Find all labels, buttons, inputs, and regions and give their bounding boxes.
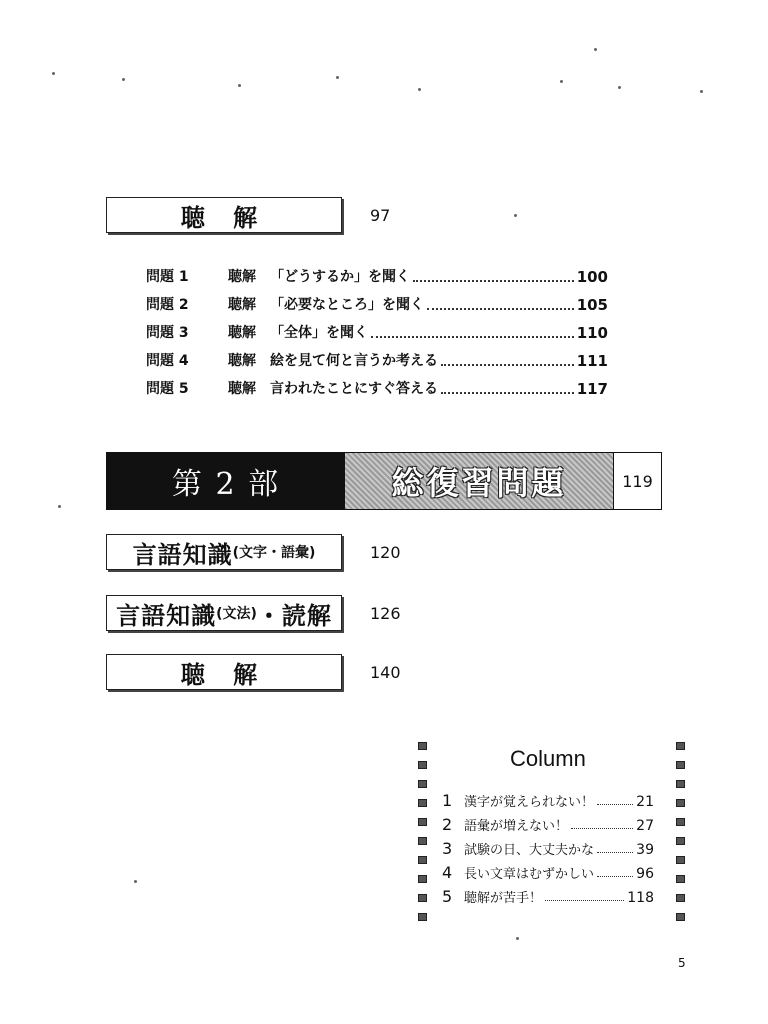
leader-dots — [597, 804, 633, 805]
problem-category: 聴解 — [228, 325, 256, 341]
review-section-main: 言語知識 — [116, 601, 217, 630]
problem-title: 絵を見て何と言うか考える — [270, 353, 438, 369]
problem-row-1[interactable] — [146, 264, 608, 286]
column-item-title: 試験の日、大丈夫かな — [464, 843, 595, 858]
column-item-1[interactable] — [442, 788, 654, 810]
column-item-page: 21 — [636, 794, 654, 810]
leader-dots — [571, 828, 633, 829]
column-item-3[interactable] — [442, 836, 654, 858]
column-item-title: 漢字が覚えられない！ — [464, 795, 595, 810]
problem-number: 問題 1 — [146, 269, 189, 285]
column-item-number: 2 — [442, 815, 453, 834]
part2-band[interactable] — [106, 452, 662, 510]
column-item-number: 1 — [442, 791, 453, 810]
review-section-tail: ・読解 — [256, 601, 332, 630]
leader-dots — [441, 364, 574, 366]
column-item-page: 96 — [636, 866, 654, 882]
column-left-border — [418, 742, 427, 932]
column-item-5[interactable] — [442, 884, 654, 906]
problem-title: 「どうするか」を聞く — [270, 269, 410, 285]
problem-page: 105 — [576, 296, 608, 314]
problem-row-3[interactable] — [146, 320, 608, 342]
part2-page: 119 — [613, 453, 661, 509]
leader-dots — [427, 308, 574, 310]
review-section-listening-page: 140 — [370, 663, 401, 682]
column-item-number: 4 — [442, 863, 453, 882]
problem-category: 聴解 — [228, 381, 256, 397]
problem-title: 「全体」を聞く — [270, 325, 368, 341]
leader-dots — [545, 900, 624, 901]
column-item-title: 聴解が苦手！ — [464, 891, 543, 906]
review-section-main: 聴 解 — [180, 660, 268, 689]
listening-header-page: 97 — [370, 206, 391, 225]
problem-title: 言われたことにすぐ答える — [270, 381, 438, 397]
column-item-2[interactable] — [442, 812, 654, 834]
problem-title: 「必要なところ」を聞く — [270, 297, 424, 313]
listening-header-label: 聴 解 — [180, 203, 268, 232]
problem-row-4[interactable] — [146, 348, 608, 370]
column-item-4[interactable] — [442, 860, 654, 882]
problem-category: 聴解 — [228, 269, 256, 285]
column-item-number: 5 — [442, 887, 453, 906]
column-item-page: 27 — [636, 818, 654, 834]
problem-row-2[interactable] — [146, 292, 608, 314]
review-section-grammar-page: 126 — [370, 604, 401, 623]
column-item-page: 39 — [636, 842, 654, 858]
problem-number: 問題 4 — [146, 353, 189, 369]
review-section-sub: (文法) — [216, 606, 257, 622]
listening-header-box — [106, 197, 342, 233]
leader-dots — [371, 336, 574, 338]
review-section-grammar-reading[interactable] — [106, 595, 342, 631]
problem-number: 問題 2 — [146, 297, 189, 313]
column-item-title: 長い文章はむずかしい — [464, 867, 595, 882]
column-item-number: 3 — [442, 839, 453, 858]
problem-category: 聴解 — [228, 353, 256, 369]
problem-row-5[interactable] — [146, 376, 608, 398]
problem-number: 問題 5 — [146, 381, 189, 397]
column-item-page: 118 — [627, 890, 654, 906]
problem-page: 110 — [576, 324, 608, 342]
column-right-border — [676, 742, 685, 932]
page-number: 5 — [678, 956, 686, 970]
column-item-title: 語彙が増えない！ — [464, 819, 569, 834]
review-section-sub: (文字・語彙) — [232, 545, 316, 561]
leader-dots — [597, 852, 633, 853]
review-section-main: 言語知識 — [132, 540, 233, 569]
leader-dots — [413, 280, 574, 282]
review-section-vocab-page: 120 — [370, 543, 401, 562]
part2-title: 総復習問題 — [345, 453, 613, 509]
review-section-vocab[interactable] — [106, 534, 342, 570]
problem-page: 100 — [576, 268, 608, 286]
problem-page: 111 — [576, 352, 608, 370]
leader-dots — [441, 392, 574, 394]
problem-category: 聴解 — [228, 297, 256, 313]
review-section-listening[interactable] — [106, 654, 342, 690]
leader-dots — [597, 876, 633, 877]
problem-number: 問題 3 — [146, 325, 189, 341]
part2-label: 第 2 部 — [107, 453, 345, 509]
column-heading: Column — [510, 746, 586, 771]
problem-page: 117 — [576, 380, 608, 398]
